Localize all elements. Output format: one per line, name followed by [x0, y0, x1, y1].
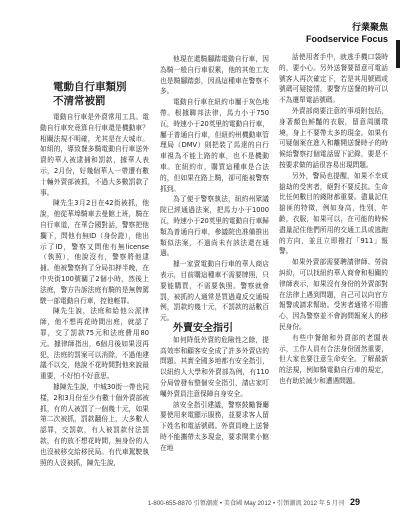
article-column-3	[279, 52, 388, 387]
page-footer	[148, 497, 360, 507]
section-title-en: Foodservice Focus	[305, 34, 388, 44]
paragraph: 如何降低外賣的危險性之餘，提高效率和顧客安全成了許多外賣店的問題。其實全國多地都有安全指引，以紐約人大學和外賣部為例，有110分局曾發布整個安全指引，請店家叮囑外賣員注意保障自身安全。	[160, 335, 269, 398]
page-number: 29	[349, 497, 360, 507]
article-title-line-2: 不清常被罰	[53, 95, 106, 107]
paragraph: 電動自行車是外賣常用工具。電動自行車究竟算自行車還是機動車？相關法規不明確，尤其是在大城市。如組的，導致餐多騎電動自行車送外賣的華人被逮捕和罰款，據華人表示，2月份，好幾個華人一帶遭有數十輛外賣部被抓，不過大多數罰款了事。	[40, 113, 149, 197]
section-heading: 外賣安全指引	[173, 322, 233, 334]
header-accent-bar	[396, 40, 400, 68]
article-title-line-1: 電動自行車類別	[53, 81, 127, 93]
paragraph: 話使用者手中，就逃手機口袋時的，要小心。另外送餐要留意可電話號客人再次確定下，若是其用號碼或號碼可疑接情，要警方送餐的時可以不為遷單電話號碼。	[279, 53, 388, 105]
paragraph: 據一家賣電動自行車的華人商店表示，目前購這種車不需要牌照，只要能購買，不需要執照。警察就會罰，被抓的人通常是買過違反交通規例，罰款約幾十元，不罰款的話數百元。	[160, 260, 269, 323]
paragraph: 陳先生3月2日在42街被抓，他說，他從華埠騎車去曼館上班，騎在自行車道，在華合國對話，警察把他攔下，問他有無ID（身份證），他出示了ID，警察又問他有無license（執照），他說沒有，警察將他逮捕。他被警察拘了分局扣押半晚，在中央街100號關了2個小時，然後上法庭，警方告訴法庭有騎的是無牌駕駛一部電動自行車，控他輕罪。	[40, 199, 149, 305]
paragraph: 陳先生說，法庭和給他公派律師，他不想再花時間出庭，就認了罪，交了罰款75元和法庭費用80元。據律師指出，6個月後如果沒再犯，法庭的罰案可以消除，不過他建議不以交，他說不花時間對他來說最重要，不好怕不好意思。	[40, 307, 149, 381]
paragraph: 該安全指引建議，警察鼓勵餐廳要使用來電顯示服務，並要求客人留下姓名和電話號碼。外賣員晚上送餐時不能攜帶太多現金，要求開業小館在地	[160, 400, 269, 452]
paragraph: 電動自行車在紐約市屬于灰色地帶。根據聯邦法律，馬力小于750瓦，時速小于20英里的電動自行車，屬于普通自行車，但紐約州機動車管理局（DMV）則把裝了馬達的自行車視為不能上路的車，也不是機動車。在紐約市，購買這種車是合法的，但如果在路上騎，卻可能被警察抓到。	[160, 98, 269, 193]
paragraph: 為了便于警察執法，紐約州眾議院已經通過法案，把馬力小于1000瓦，時速小于20英里的電動自行車歸類為普通自行車，參議院也准備推出類似法案，不過尚未有該法還在通過。	[160, 195, 269, 258]
section-title-cn: 行業聚焦	[351, 23, 388, 33]
footer-text: 1-800-655-8870 引領潮流 • 美食國 May 2012 • 引領潮流 2012 年 5 月刊	[147, 500, 345, 507]
paragraph: 另外，警局也提醒，如果不幸成搶劫的受害者，絕對不要反抗。生命比任何數目的錢財都重要。盡量記住搶匪的特徵，例如身高，性別，年齡，衣服，如果可以，在可能的時候盡量記住他們所用的交通工具或逃跑的方向，並且立即撥打「911」報警。	[279, 171, 388, 256]
paragraph: 有些中餐館和外賣部的老闆表示，工作人員有合法身份固然重要，但大家也要注意生命安全。了解最新的法規，例如騎電動自行車的規定，也有助於減少和遭遇問題。	[279, 333, 388, 385]
article-column-2	[160, 54, 269, 453]
paragraph: 如果外賣部需要聘請律師、勞資糾紛，可以找紐約華人商會和相關的律師表示，如果沒有身份的外賣部對在法律上遇到問題，自己可以向官方報警或請求幫助。受害者通常不用擔心，因為警察並不會詢問報案人的移民身份。	[279, 258, 388, 331]
article-column-1	[40, 80, 149, 468]
paragraph: 他現在還騎腳踏電動自行車，因為騎一般自行車很累，他的其他工友也是騎腳踏彭，因爲這種車在警察不多。	[160, 55, 269, 96]
paragraph: 據陳先生說，中城30街一帶也同樣，2和3月份至少有數十個外賣部被抓，有的人被罰了一個幾十元，如果第二次被抓，罰款翻倍上，大多數人認罪，交罰款，有人被罰款付法罰款，有的放不想花時間，無身份的人也沒被移交給移民局。有代車駕駛執照的人沒被抓，陳先生說，	[40, 382, 149, 467]
paragraph: 外賣部商要注意的事項附包括，身著顏色鮮豔的衣服，留意周圍環境，身上不要帶太多的現金。如果有可疑個案在進入和離開送餐時子的時候給警察打個電話留下記錄，要是不按要求做的話很容易出現問題。	[279, 106, 388, 169]
